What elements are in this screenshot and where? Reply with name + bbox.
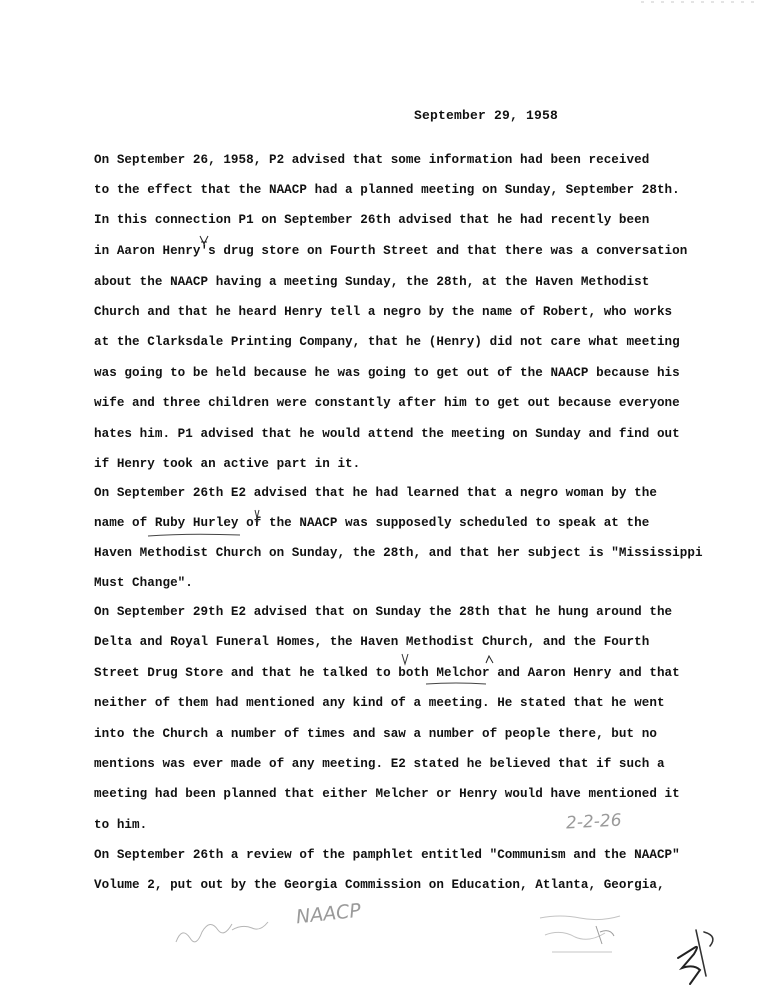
text-line: was going to be held because he was going to get out of the NAACP because his (94, 366, 680, 380)
text-line: On September 26th a review of the pamphlet entitled "Communism and the NAACP" (94, 848, 680, 862)
text-line: neither of them had mentioned any kind of a meeting. He stated that he went (94, 696, 665, 710)
text-line: hates him. P1 advised that he would attend the meeting on Sunday and find out (94, 427, 680, 441)
text-line: into the Church a number of times and saw a number of people there, but no (94, 727, 657, 741)
text-line: On September 26, 1958, P2 advised that some information had been received (94, 153, 650, 167)
text-line: Delta and Royal Funeral Homes, the Haven Methodist Church, and the Fourth (94, 635, 650, 649)
text-line: to the effect that the NAACP had a planned meeting on Sunday, September 28th. (94, 183, 680, 197)
text-line: wife and three children were constantly after him to get out because everyone (94, 396, 680, 410)
text-line: In this connection P1 on September 26th advised that he had recently been (94, 213, 650, 227)
text-line: name of Ruby Hurley of the NAACP was supposedly scheduled to speak at the (94, 516, 650, 530)
document-date: September 29, 1958 (414, 108, 559, 123)
text-line: Haven Methodist Church on Sunday, the 28th, and that her subject is "Mississippi (94, 546, 703, 560)
text-line: to him. (94, 818, 148, 832)
handwritten-page-number: 2-2-26 (565, 810, 623, 834)
text-line: Must Change". (94, 576, 193, 590)
text-line: On September 29th E2 advised that on Sunday the 28th that he hung around the (94, 605, 673, 619)
text-line: Church and that he heard Henry tell a negro by the name of Robert, who works (94, 305, 673, 319)
handwritten-scrawl: NAACP (295, 899, 362, 929)
text-line: mentions was ever made of any meeting. E2 stated he believed that if such a (94, 757, 665, 771)
text-line: if Henry took an active part in it. (94, 457, 361, 471)
text-line: in Aaron Henry's drug store on Fourth Street and that there was a conversation (94, 244, 688, 258)
text-line: Volume 2, put out by the Georgia Commission on Education, Atlanta, Georgia, (94, 878, 665, 892)
text-line: meeting had been planned that either Melcher or Henry would have mentioned it (94, 787, 680, 801)
text-line: about the NAACP having a meeting Sunday, the 28th, at the Haven Methodist (94, 275, 650, 289)
text-line: at the Clarksdale Printing Company, that he (Henry) did not care what meeting (94, 335, 680, 349)
text-line: Street Drug Store and that he talked to both Melchor and Aaron Henry and that (94, 666, 680, 680)
text-line: On September 26th E2 advised that he had learned that a negro woman by the (94, 486, 657, 500)
